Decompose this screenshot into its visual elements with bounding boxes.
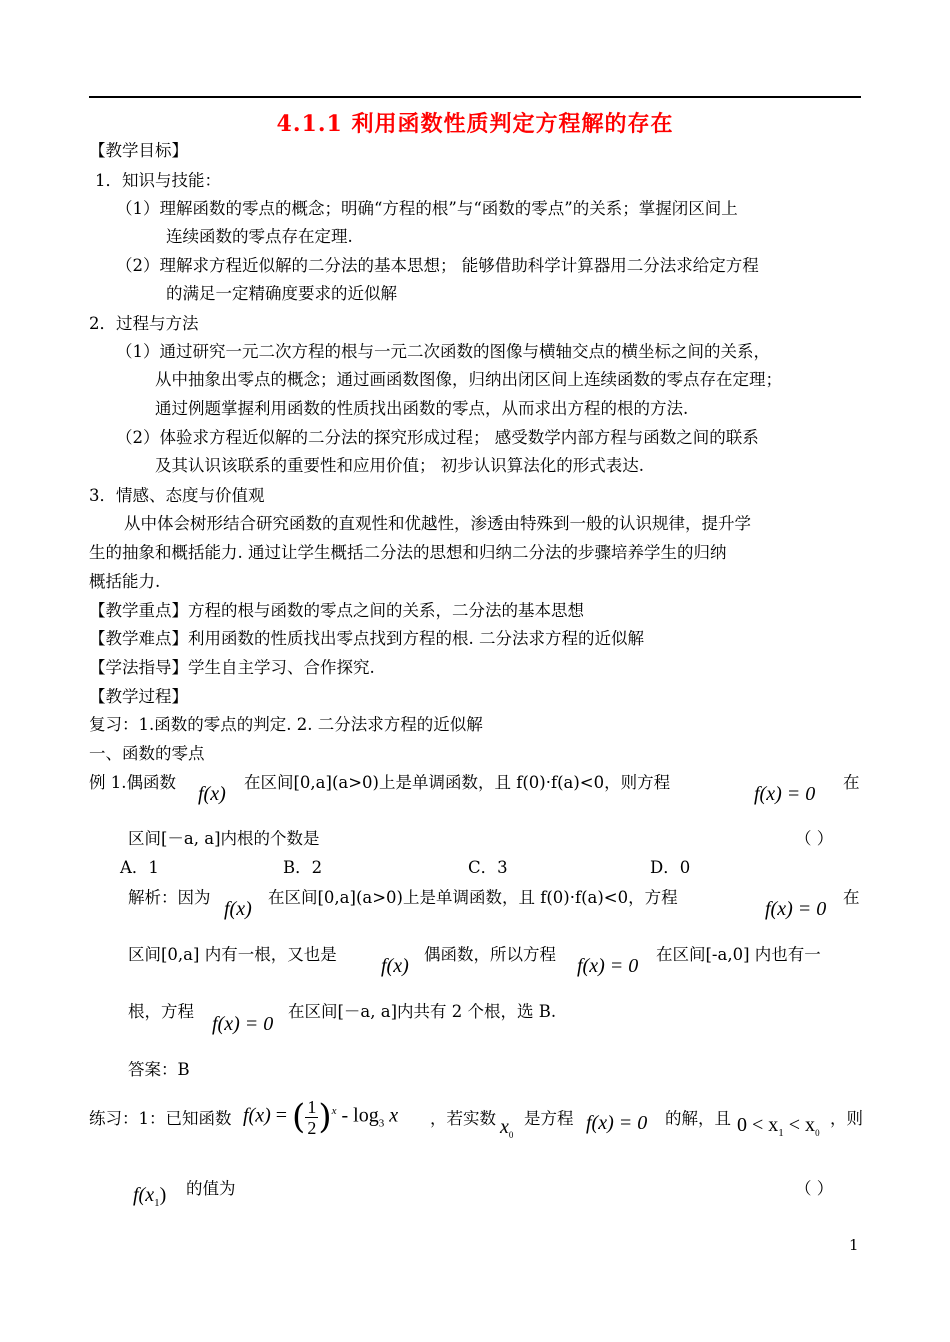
goal-text: 从中抽象出零点的概念；通过画函数图像，归纳出闭区间上连续函数的零点存在定理； [155,370,782,389]
example-label: 例 1.偶函数 [89,773,176,792]
exercise-text: ，则 [830,1109,863,1128]
math-fx: f(x) [224,898,252,920]
math-equation: f(x) = 0 [212,1013,274,1035]
answer-line: 答案：B [128,1060,190,1079]
page-number: 1 [849,1236,859,1254]
exercise-label: 练习：1：已知函数 [89,1109,232,1128]
goal-text: （2）体验求方程近似解的二分法的探究形成过程； 感受数学内部方程与函数之间的联系 [116,428,759,447]
review-line: 复习：1.函数的零点的判定. 2. 二分法求方程的近似解 [89,715,483,734]
example-text: 在区间[0,a](a>0)上是单调函数，且 f(0)·f(a)<0，则方程 [244,773,671,792]
option-d: D．0 [650,858,691,877]
math-x0: $x_0$ [500,1116,514,1140]
math-fx1: $f(x_1)$ [133,1184,167,1209]
answer-paren: （ ） [795,829,834,848]
study-guide: 【学法指导】学生自主学习、合作探究. [89,658,375,677]
goal-text: 概括能力. [89,572,161,591]
analysis-text: 解析：因为 [128,888,211,907]
option-a: A．1 [120,858,159,877]
exercise-text: 的解，且 [665,1109,731,1128]
goal-text: （1）通过研究一元二次方程的根与一元二次函数的图像与横轴交点的横坐标之间的关系， [116,342,770,361]
document-title: 4.1.1 利用函数性质判定方程解的存在 [276,111,674,137]
goal-text: 生的抽象和概括能力. 通过让学生概括二分法的思想和归纳二分法的步骤培养学生的归纳 [89,543,727,562]
math-equation: f(x) = 0 [586,1112,648,1134]
teaching-difficulty: 【教学难点】利用函数的性质找出零点找到方程的根. 二分法求方程的近似解 [89,629,644,648]
exercise-function: f(x) = ( $\frac{1}{2}$ )$^x - \log_3 x$ [243,1096,399,1138]
goals-header: 【教学目标】 [89,141,188,160]
fx-symbol: f(x) [243,1104,271,1127]
goal-text: （1）理解函数的零点的概念；明确“方程的根”与“函数的零点”的关系；掌握闭区间上 [116,199,738,218]
analysis-text: 偶函数，所以方程 [424,945,556,964]
part-one-heading: 一、函数的零点 [89,744,205,763]
math-equation: f(x) = 0 [577,955,639,977]
goal-text: 的满足一定精确度要求的近似解 [166,284,397,303]
exercise-text: 的值为 [186,1179,236,1198]
fraction-one-half: $\frac{1}{2}$ [307,1096,317,1138]
example-text: 在 [843,773,860,792]
analysis-text: 在区间[-a,0] 内也有一 [656,945,821,964]
math-fx: f(x) [381,955,409,977]
goal-text: （2）理解求方程近似解的二分法的基本思想； 能够借助科学计算器用二分法求给定方程 [116,256,759,275]
header-rule [89,96,861,98]
option-c: C．3 [468,858,508,877]
analysis-text: 区间[0,a] 内有一根，又也是 [128,945,337,964]
analysis-text: 在区间[－a, a]内共有 2 个根，选 B. [288,1002,557,1021]
exercise-text: ，若实数 [430,1109,496,1128]
teaching-key-point: 【教学重点】方程的根与函数的零点之间的关系，二分法的基本思想 [89,601,584,620]
emotion-heading: 3．情感、态度与价值观 [89,486,265,505]
knowledge-skill-heading: 1．知识与技能： [95,171,221,190]
goal-text: 及其认识该联系的重要性和应用价值； 初步认识算法化的形式表达. [155,456,644,475]
analysis-text: 根，方程 [128,1002,194,1021]
math-inequality: $0 < x_1 < x_0$ [737,1114,820,1139]
math-equation: f(x) = 0 [765,898,827,920]
answer-paren: （ ） [795,1179,834,1198]
math-fx: f(x) [198,783,226,805]
option-b: B．2 [283,858,323,877]
teaching-process-header: 【教学过程】 [89,687,188,706]
exercise-text: 是方程 [524,1109,574,1128]
goal-text: 从中体会树形结合研究函数的直观性和优越性，渗透由特殊到一般的认识规律，提升学 [124,514,751,533]
math-equation: f(x) = 0 [754,783,816,805]
analysis-text: 在区间[0,a](a>0)上是单调函数，且 f(0)·f(a)<0，方程 [268,888,678,907]
goal-text: 通过例题掌握利用函数的性质找出函数的零点，从而求出方程的根的方法. [155,399,689,418]
analysis-text: 在 [843,888,860,907]
process-method-heading: 2．过程与方法 [89,314,199,333]
goal-text: 连续函数的零点存在定理. [166,227,353,246]
example-question: 区间[－a, a]内根的个数是 [128,829,320,848]
